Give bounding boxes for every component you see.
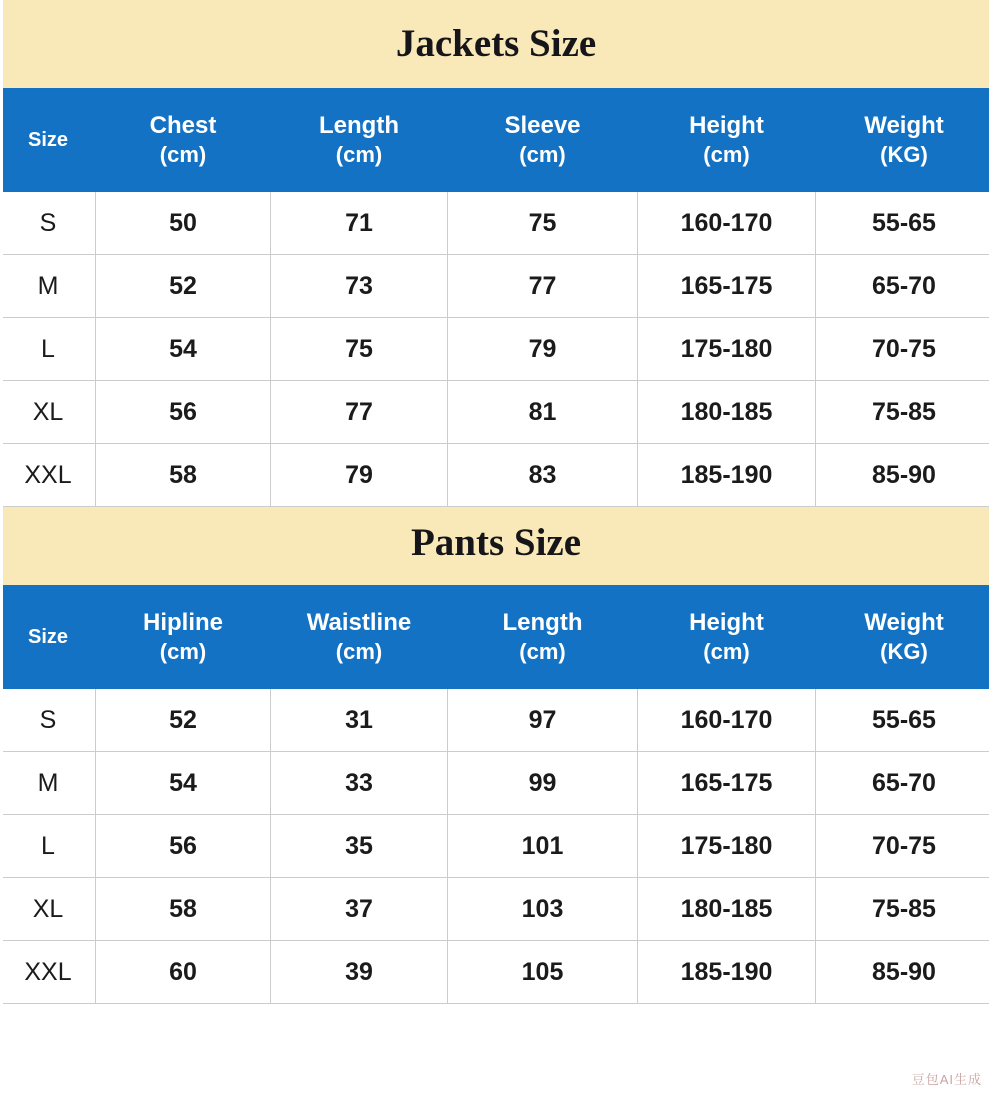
cell-height: 160-170 [638,192,816,255]
cell-height: 175-180 [638,318,816,381]
cell-height: 185-190 [638,941,816,1004]
cell-size: S [1,192,96,255]
cell-hipline: 58 [96,878,271,941]
column-header-unit: (cm) [450,141,635,169]
column-header-unit: (cm) [450,638,635,666]
watermark-text: 豆包AI生成 [912,1069,982,1088]
column-header-waistline [271,586,448,689]
cell-size: S [1,689,96,752]
column-header-length [271,89,448,192]
column-header-chest [96,89,271,192]
cell-sleeve: 81 [448,381,638,444]
cell-size: L [1,318,96,381]
cell-size: XXL [1,941,96,1004]
column-header-unit: (cm) [273,638,445,666]
column-header-size [1,586,96,689]
cell-weight: 70-75 [816,318,992,381]
cell-length: 99 [448,752,638,815]
left-margin [0,0,3,1088]
cell-length: 97 [448,689,638,752]
column-header-label: Height [689,112,764,139]
column-header-unit: (cm) [98,638,268,666]
cell-sleeve: 75 [448,192,638,255]
pants-title-band [0,507,992,585]
column-header-sleeve [448,89,638,192]
column-header-unit: (cm) [640,638,813,666]
cell-weight: 70-75 [816,815,992,878]
column-header-unit: (cm) [273,141,445,169]
cell-hipline: 56 [96,815,271,878]
cell-length: 105 [448,941,638,1004]
cell-size: M [1,255,96,318]
column-header-label: Length [319,112,399,139]
column-header-label: Waistline [307,609,411,636]
table-row [1,752,992,815]
column-header-label: Size [28,626,68,648]
jackets-title-band [0,0,992,88]
column-header-unit: (KG) [818,638,990,666]
cell-length: 77 [271,381,448,444]
pants-table-body [1,689,992,1004]
cell-length: 75 [271,318,448,381]
cell-height: 160-170 [638,689,816,752]
cell-weight: 65-70 [816,752,992,815]
cell-weight: 75-85 [816,878,992,941]
cell-height: 185-190 [638,444,816,507]
column-header-label: Size [28,129,68,151]
cell-weight: 65-70 [816,255,992,318]
cell-size: XL [1,878,96,941]
jackets-table-body [1,192,992,507]
table-row [1,381,992,444]
cell-height: 180-185 [638,878,816,941]
cell-size: XL [1,381,96,444]
pants-size-table [0,585,992,1004]
table-row [1,444,992,507]
pants-title: Pants Size [411,523,581,562]
cell-length: 71 [271,192,448,255]
table-row [1,689,992,752]
cell-chest: 56 [96,381,271,444]
table-header-row [1,586,992,689]
column-header-height [638,89,816,192]
cell-length: 101 [448,815,638,878]
cell-height: 175-180 [638,815,816,878]
cell-hipline: 60 [96,941,271,1004]
cell-weight: 55-65 [816,192,992,255]
cell-size: XXL [1,444,96,507]
cell-waistline: 33 [271,752,448,815]
column-header-label: Chest [150,112,217,139]
table-row [1,192,992,255]
cell-hipline: 52 [96,689,271,752]
cell-chest: 50 [96,192,271,255]
table-row [1,878,992,941]
cell-sleeve: 77 [448,255,638,318]
column-header-length [448,586,638,689]
cell-chest: 54 [96,318,271,381]
cell-length: 73 [271,255,448,318]
cell-sleeve: 79 [448,318,638,381]
cell-waistline: 35 [271,815,448,878]
column-header-label: Weight [864,112,944,139]
column-header-label: Weight [864,609,944,636]
cell-height: 165-175 [638,752,816,815]
column-header-hipline [96,586,271,689]
column-header-label: Height [689,609,764,636]
jackets-size-table [0,88,992,507]
jackets-table-header [1,89,992,192]
column-header-unit: (cm) [640,141,813,169]
column-header-weight [816,89,992,192]
table-header-row [1,89,992,192]
cell-waistline: 37 [271,878,448,941]
table-row [1,941,992,1004]
cell-weight: 85-90 [816,941,992,1004]
cell-length: 79 [271,444,448,507]
column-header-label: Sleeve [504,112,580,139]
column-header-unit: (cm) [98,141,268,169]
cell-weight: 85-90 [816,444,992,507]
footer-area [0,1004,992,1096]
column-header-label: Hipline [143,609,223,636]
jackets-title: Jackets Size [396,24,596,63]
cell-height: 180-185 [638,381,816,444]
cell-length: 103 [448,878,638,941]
cell-chest: 58 [96,444,271,507]
cell-waistline: 39 [271,941,448,1004]
column-header-unit: (KG) [818,141,990,169]
pants-table-header [1,586,992,689]
cell-height: 165-175 [638,255,816,318]
cell-weight: 75-85 [816,381,992,444]
cell-sleeve: 83 [448,444,638,507]
cell-chest: 52 [96,255,271,318]
table-row [1,815,992,878]
cell-size: L [1,815,96,878]
cell-hipline: 54 [96,752,271,815]
cell-waistline: 31 [271,689,448,752]
table-row [1,255,992,318]
cell-weight: 55-65 [816,689,992,752]
cell-size: M [1,752,96,815]
column-header-label: Length [503,609,583,636]
table-row [1,318,992,381]
column-header-size [1,89,96,192]
column-header-height [638,586,816,689]
column-header-weight [816,586,992,689]
